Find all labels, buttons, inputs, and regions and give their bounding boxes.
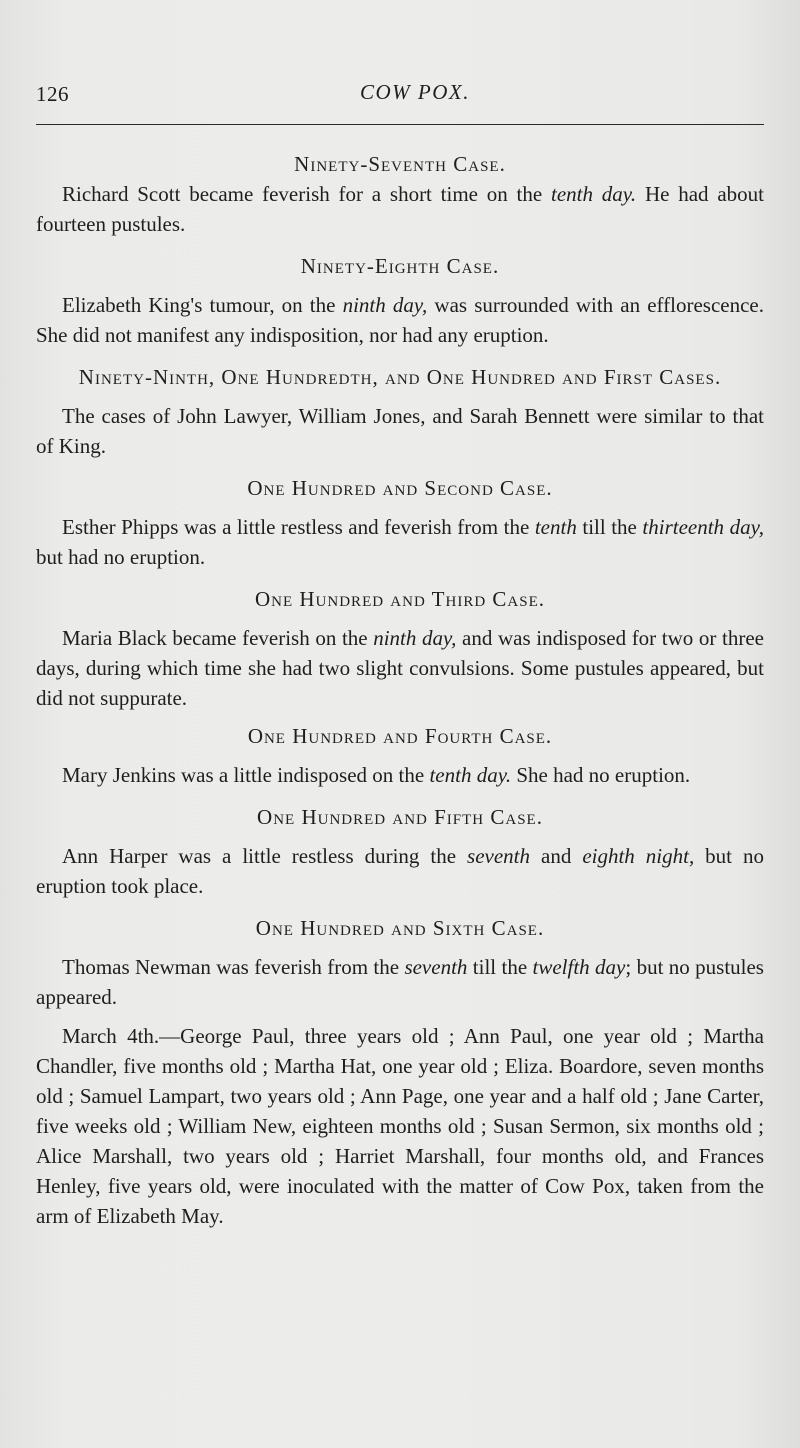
text-run: The cases of John Lawyer, William Jones, and Sarah Bennett were similar to that of King. (36, 404, 764, 458)
italic-run: tenth day. (429, 763, 512, 787)
italic-run: seventh (467, 844, 531, 868)
case-section (36, 363, 764, 461)
italic-run: tenth day. (551, 182, 637, 206)
text-run: Esther Phipps was a little restless and feverish from the (62, 515, 535, 539)
page-body (36, 150, 764, 1231)
italic-run: twelfth day (532, 955, 626, 979)
case-section (36, 474, 764, 572)
text-run: Mary Jenkins was a little indisposed on the (62, 763, 430, 787)
case-heading: Ninety-Ninth, One Hundredth, and One Hundred and First Cases. (78, 365, 722, 389)
case-paragraph (36, 760, 764, 790)
text-run: She had no eruption. (511, 763, 691, 787)
text-run: Thomas Newman was feverish from the (62, 955, 405, 979)
case-paragraph (36, 290, 764, 350)
italic-run: tenth (534, 515, 577, 539)
case-paragraph (36, 179, 764, 239)
case-section (36, 803, 764, 901)
case-paragraph (36, 512, 764, 572)
text-run: Elizabeth King's tumour, on the (62, 293, 343, 317)
case-heading: One Hundred and Second Case. (247, 476, 553, 500)
case-paragraph (36, 952, 764, 1012)
page-number: 126 (36, 82, 69, 106)
running-head: COW POX. (360, 80, 470, 104)
text-run: and (530, 844, 583, 868)
case-section (36, 150, 764, 239)
text-run: till the (576, 515, 643, 539)
inoculation-paragraph: March 4th.—George Paul, three years old ; Ann Paul, one year old ; Martha Chandler, five months old ; Martha Hat, one year old ; Eliza. Boardore, seven months old ; Samuel Lampart, two years old ; Ann Page, one year and a half old ; Jane Carter, five weeks old ; William New, eighteen months old ; Susan Sermon, six months old ; Alice Marshall, two years old ; Harriet Marshall, four months old, and Frances Henley, five years old, were inoculated with the matter of Cow Pox, taken from the arm of Elizabeth May. (36, 1024, 764, 1228)
case-section (36, 914, 764, 1012)
case-heading: One Hundred and Sixth Case. (255, 916, 545, 940)
case-heading: Ninety-Seventh Case. (294, 152, 506, 176)
case-heading: One Hundred and Third Case. (254, 587, 546, 611)
text-run: Richard Scott became feverish for a short time on the (62, 182, 551, 206)
text-run: Maria Black became feverish on the (62, 626, 374, 650)
text-run: but no eruption took place. (36, 844, 764, 898)
text-run: but had no eruption. (36, 545, 206, 569)
text-run: till the (467, 955, 533, 979)
italic-run: ninth day, (373, 626, 457, 650)
text-run: ; but no pustules appeared. (36, 955, 764, 1009)
case-paragraph (36, 623, 764, 713)
case-heading: One Hundred and Fifth Case. (257, 805, 543, 829)
italic-run: seventh (404, 955, 468, 979)
text-run: and was indisposed for two or three days, during which time she had two slight convulsions. Some pustules appeared, but did not suppurate. (36, 626, 764, 710)
italic-run: ninth day, (342, 293, 428, 317)
italic-run: eighth night, (582, 844, 695, 868)
case-paragraph (36, 401, 764, 461)
page-header (36, 78, 764, 108)
case-heading: Ninety-Eighth Case. (300, 254, 500, 278)
case-section (36, 252, 764, 350)
text-run: was surrounded with an efflorescence. She did not manifest any indisposition, nor had any eruption. (36, 293, 764, 347)
case-section (36, 722, 764, 790)
text-run: Ann Harper was a little restless during the (62, 844, 468, 868)
header-rule (36, 124, 764, 125)
case-paragraph (36, 841, 764, 901)
italic-run: thirteenth day, (642, 515, 764, 539)
case-heading: One Hundred and Fourth Case. (247, 724, 553, 748)
case-section (36, 585, 764, 713)
text-run: He had about fourteen pustules. (36, 182, 764, 236)
